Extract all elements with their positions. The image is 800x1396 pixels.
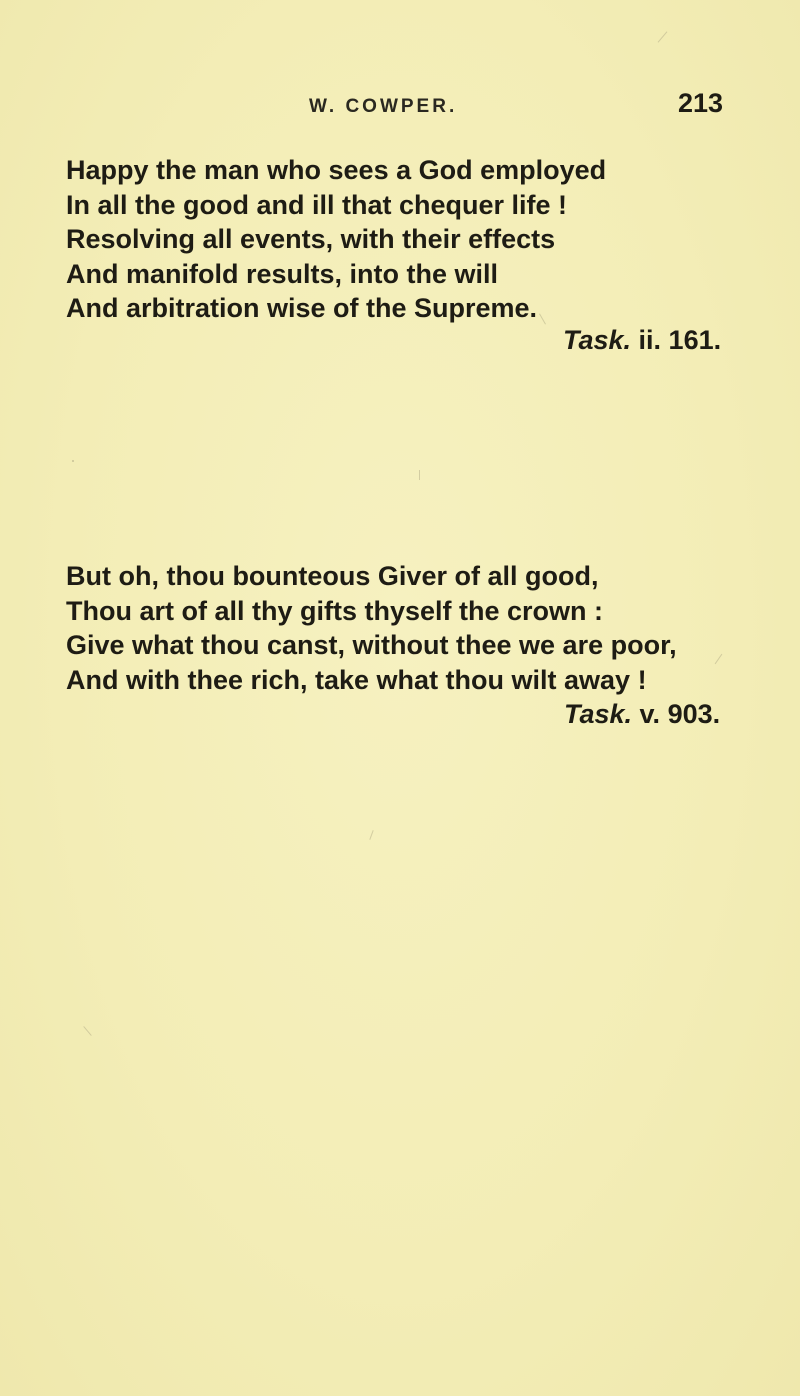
verse-line: And arbitration wise of the Supreme. (66, 293, 538, 323)
passage-2 (66, 559, 677, 697)
paper-speck (72, 460, 74, 462)
paper-speck (83, 1026, 91, 1036)
verse-line: Thou art of all thy gifts thyself the crown : (66, 595, 604, 626)
passage-1 (66, 153, 606, 326)
citation-reference: v. 903. (632, 699, 721, 729)
citation-1 (563, 325, 721, 356)
citation-2 (564, 699, 720, 730)
verse-line: Happy the man who sees a God employed (66, 155, 607, 185)
citation-reference: ii. 161. (631, 325, 722, 355)
paper-speck (715, 654, 723, 664)
paper-speck (658, 31, 668, 42)
paper-speck (419, 470, 420, 480)
verse-line: Give what thou canst, without thee we are poor, (66, 630, 677, 660)
verse-line: But oh, thou bounteous Giver of all good, (66, 561, 599, 591)
verse-line: And manifold results, into the will (66, 258, 499, 289)
page-number: 213 (678, 88, 724, 118)
verse-line: And with thee rich, take what thou wilt away ! (66, 664, 647, 695)
verse-line: Resolving all events, with their effects (66, 224, 556, 254)
citation-work: Task. (564, 699, 633, 729)
verse-line: In all the good and ill that chequer life ! (66, 189, 568, 220)
running-head: W. COWPER. (309, 96, 458, 117)
citation-work: Task. (563, 325, 632, 355)
paper-speck (369, 830, 373, 840)
